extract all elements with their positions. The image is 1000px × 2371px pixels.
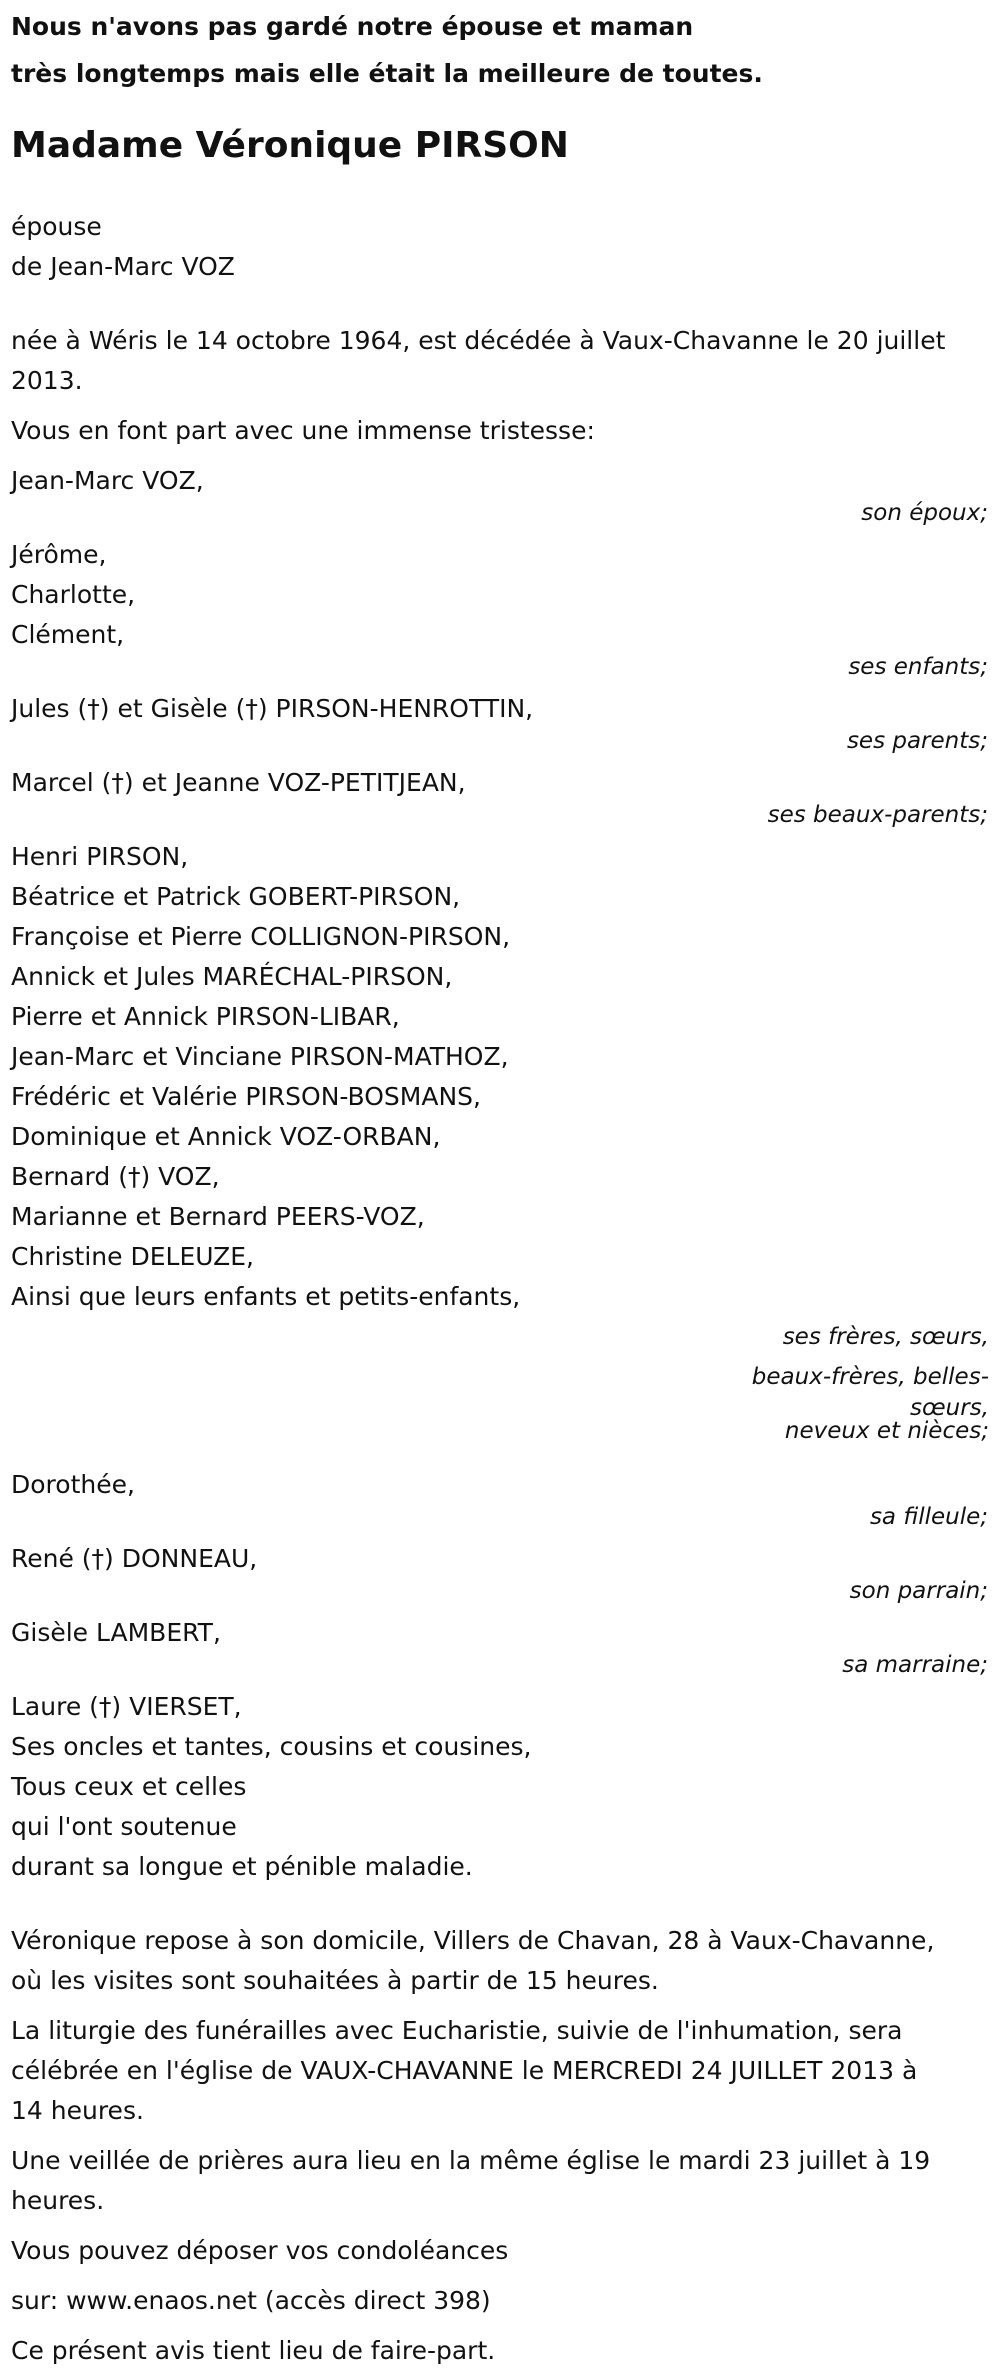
paragraph-line: 14 heures. xyxy=(11,2096,144,2125)
family-name: Henri PIRSON, xyxy=(11,842,189,871)
family-role-line: ses frères, sœurs, xyxy=(782,1324,989,1350)
family-name: Béatrice et Patrick GOBERT-PIRSON, xyxy=(11,882,461,911)
family-name: Laure (†) VIERSET, xyxy=(11,1692,242,1721)
family-group-godfather xyxy=(11,1539,989,1603)
family-name: Gisèle LAMBERT, xyxy=(11,1618,221,1647)
family-name: Frédéric et Valérie PIRSON-BOSMANS, xyxy=(11,1082,481,1111)
family-role: son époux; xyxy=(861,500,988,526)
birth-death-line: 2013. xyxy=(11,366,83,395)
family-name: Ainsi que leurs enfants et petits-enfants, xyxy=(11,1282,521,1311)
family-role: ses enfants; xyxy=(848,654,988,680)
paragraph-line: heures. xyxy=(11,2186,105,2215)
spouse-line: épouse xyxy=(11,212,102,241)
family-name: Dorothée, xyxy=(11,1470,135,1499)
funeral-paragraph xyxy=(11,2011,989,2131)
family-name: Annick et Jules MARÉCHAL-PIRSON, xyxy=(11,962,453,991)
announce-line: Vous en font part avec une immense tristesse: xyxy=(11,416,595,445)
spouse-block xyxy=(11,207,989,287)
family-name: Tous ceux et celles xyxy=(11,1772,247,1801)
family-name: Jean-Marc et Vinciane PIRSON-MATHOZ, xyxy=(11,1042,509,1071)
paragraph-line: Véronique repose à son domicile, Villers de Chavan, 28 à Vaux-Chavanne, xyxy=(11,1926,935,1955)
family-name: Bernard (†) VOZ, xyxy=(11,1162,220,1191)
condolences-link-paragraph xyxy=(11,2281,989,2321)
birth-death-line: née à Wéris le 14 octobre 1964, est décédée à Vaux-Chavanne le 20 juillet xyxy=(11,326,946,355)
family-group-in-laws xyxy=(11,763,989,827)
family-group-children xyxy=(11,535,989,679)
paragraph-line: La liturgie des funérailles avec Eucharistie, suivie de l'inhumation, sera xyxy=(11,2016,903,2045)
family-group-siblings xyxy=(11,837,989,1443)
family-group-others xyxy=(11,1687,989,1887)
family-name: Marcel (†) et Jeanne VOZ-PETITJEAN, xyxy=(11,768,466,797)
family-name: Jules (†) et Gisèle (†) PIRSON-HENROTTIN, xyxy=(11,694,534,723)
paragraph-line: Vous pouvez déposer vos condoléances xyxy=(11,2236,509,2265)
family-name: Françoise et Pierre COLLIGNON-PIRSON, xyxy=(11,922,511,951)
paragraph-line: Une veillée de prières aura lieu en la même église le mardi 23 juillet à 19 xyxy=(11,2146,931,2175)
intro-line: Nous n'avons pas gardé notre épouse et maman xyxy=(11,12,694,41)
family-role: sa marraine; xyxy=(842,1652,988,1678)
paragraph-line: célébrée en l'église de VAUX-CHAVANNE le MERCREDI 24 JUILLET 2013 à xyxy=(11,2056,918,2085)
intro-line: très longtemps mais elle était la meilleure de toutes. xyxy=(11,59,763,88)
condolences-paragraph xyxy=(11,2231,989,2271)
family-name: Ses oncles et tantes, cousins et cousines, xyxy=(11,1732,532,1761)
family-role-line: sœurs, xyxy=(910,1395,989,1421)
family-name: Christine DELEUZE, xyxy=(11,1242,254,1271)
wake-paragraph xyxy=(11,1921,989,2001)
family-role: ses parents; xyxy=(846,728,988,754)
family-role: ses beaux-parents; xyxy=(767,802,988,828)
family-role xyxy=(11,1317,989,1443)
family-role-line: neveux et nièces; xyxy=(784,1418,989,1444)
paragraph-line: sur: www.enaos.net (accès direct 398) xyxy=(11,2286,491,2315)
family-group-goddaughter xyxy=(11,1465,989,1529)
paragraph-line: Ce présent avis tient lieu de faire-part. xyxy=(11,2336,496,2365)
family-name: Jean-Marc VOZ, xyxy=(11,466,204,495)
family-name: Marianne et Bernard PEERS-VOZ, xyxy=(11,1202,425,1231)
intro-text xyxy=(11,0,989,97)
family-role: sa filleule; xyxy=(869,1504,988,1530)
paragraph-line: où les visites sont souhaitées à partir de 15 heures. xyxy=(11,1966,659,1995)
family-name: Jérôme, xyxy=(11,540,107,569)
family-name: Charlotte, xyxy=(11,580,136,609)
family-role-line: beaux-frères, belles- xyxy=(751,1364,989,1390)
family-name: qui l'ont soutenue xyxy=(11,1812,237,1841)
family-group-husband xyxy=(11,461,989,525)
spouse-line: de Jean-Marc VOZ xyxy=(11,252,235,281)
birth-death-block xyxy=(11,321,989,401)
family-group-godmother xyxy=(11,1613,989,1677)
family-group-parents xyxy=(11,689,989,753)
family-name: durant sa longue et pénible maladie. xyxy=(11,1852,473,1881)
family-name: Clément, xyxy=(11,620,125,649)
vigil-paragraph xyxy=(11,2141,989,2221)
family-name: Dominique et Annick VOZ-ORBAN, xyxy=(11,1122,441,1151)
family-name: René (†) DONNEAU, xyxy=(11,1544,258,1573)
family-role: son parrain; xyxy=(849,1578,988,1604)
family-name: Pierre et Annick PIRSON-LIBAR, xyxy=(11,1002,400,1031)
deceased-name: Madame Véronique PIRSON xyxy=(11,125,569,166)
notice-paragraph xyxy=(11,2331,989,2371)
